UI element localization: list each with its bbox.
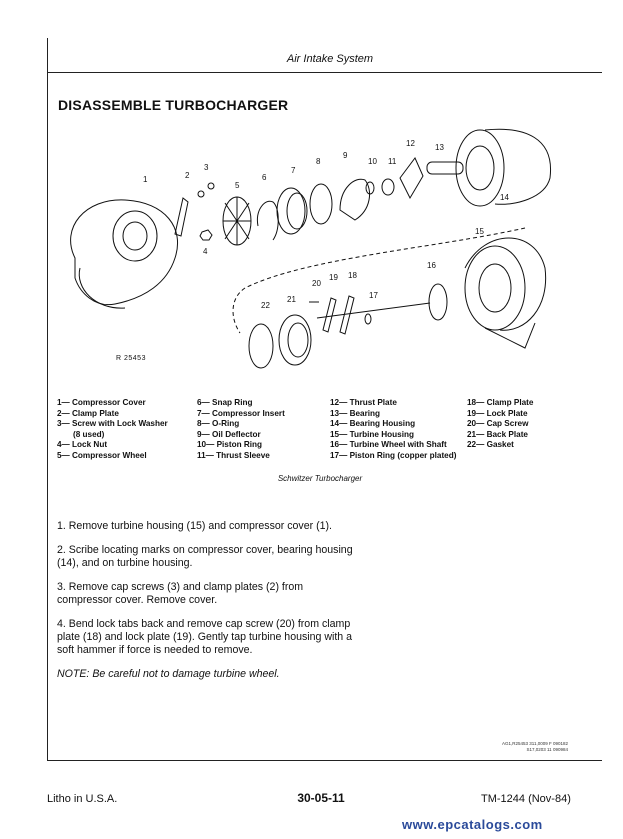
callout-18: 18 (348, 271, 357, 280)
callout-4: 4 (203, 247, 208, 256)
callout-2: 2 (185, 171, 190, 180)
compressor-insert-drawing (277, 188, 307, 234)
caution-note: NOTE: Be careful not to damage turbine wheel. (57, 668, 280, 680)
legend-item: 10— Piston Ring (197, 440, 263, 450)
legend-item: 19— Lock Plate (467, 408, 528, 418)
legend-item: 13— Bearing (330, 408, 381, 418)
footer-litho: Litho in U.S.A. (47, 793, 118, 805)
legend-item: 14— Bearing Housing (330, 419, 416, 429)
legend-item: 2— Clamp Plate (57, 408, 119, 418)
figure-caption: Schwitzer Turbocharger (277, 474, 363, 483)
turbine-housing-drawing (465, 238, 546, 348)
left-margin-rule (47, 38, 48, 760)
legend-column-1 (57, 398, 168, 462)
bearing-drawing (427, 162, 463, 174)
callout-9: 9 (343, 151, 348, 160)
exploded-view-diagram (55, 118, 600, 390)
legend-item: 1— Compressor Cover (57, 398, 146, 407)
legend-item: 5— Compressor Wheel (57, 450, 147, 460)
legend-item: 20— Cap Screw (467, 419, 529, 429)
callout-17: 17 (369, 291, 378, 300)
turbine-wheel-shaft-drawing (317, 284, 447, 320)
page-title: DISASSEMBLE TURBOCHARGER (58, 97, 289, 113)
compressor-wheel-drawing (223, 197, 251, 245)
footer-rule (47, 760, 602, 761)
compressor-cover-drawing (71, 200, 178, 308)
callout-20: 20 (312, 279, 321, 288)
callout-1: 1 (143, 175, 148, 184)
legend-item: 16— Turbine Wheel with Shaft (330, 440, 447, 450)
watermark: www.epcatalogs.com (402, 817, 543, 832)
legend-column-4 (467, 398, 533, 451)
section-header: Air Intake System (286, 53, 374, 65)
copper-piston-ring-drawing (365, 314, 371, 324)
legend-item: (8 used) (73, 429, 105, 439)
header-rule (47, 72, 602, 73)
thrust-sleeve-drawing (382, 179, 394, 195)
figure-id-label: R 25453 (116, 355, 146, 362)
callout-13: 13 (435, 143, 444, 152)
figure-reference-code: AG1,R25453 311,0009 F 090182 S17,0203 11 090984 (502, 741, 568, 752)
o-ring-drawing (310, 184, 332, 224)
callout-12: 12 (406, 139, 415, 148)
step-1: 1. Remove turbine housing (15) and compressor cover (1). (57, 520, 332, 532)
snap-ring-drawing (257, 201, 278, 240)
legend-item: 15— Turbine Housing (330, 429, 415, 439)
callout-10: 10 (368, 157, 377, 166)
legend-item: 9— Oil Deflector (197, 429, 261, 439)
gasket-drawing (249, 324, 273, 368)
legend-item: 18— Clamp Plate (467, 398, 534, 407)
legend-item: 17— Piston Ring (copper plated) (330, 450, 457, 460)
callout-16: 16 (427, 261, 436, 270)
legend-item: 4— Lock Nut (57, 440, 108, 450)
callout-22: 22 (261, 301, 270, 310)
callout-14: 14 (500, 193, 509, 202)
legend-item: 21— Back Plate (467, 429, 528, 439)
step-2: 2. Scribe locating marks on compressor cover, bearing housing (14), and on turbine housing. (57, 544, 353, 569)
legend-column-3 (330, 398, 456, 462)
step-3: 3. Remove cap screws (3) and clamp plates (2) from compressor cover. Remove cover. (57, 581, 304, 606)
callout-21: 21 (287, 295, 296, 304)
procedure-steps (57, 520, 357, 692)
legend-item: 3— Screw with Lock Washer (57, 419, 168, 429)
lock-nut-drawing (200, 230, 212, 240)
callout-8: 8 (316, 157, 321, 166)
lock-plate-drawing (323, 298, 336, 332)
legend-column-2 (197, 398, 285, 462)
callout-19: 19 (329, 273, 338, 282)
callout-7: 7 (291, 166, 296, 175)
legend-item: 6— Snap Ring (197, 398, 253, 407)
callout-15: 15 (475, 227, 484, 236)
legend-item: 12— Thrust Plate (330, 398, 397, 407)
callout-3: 3 (204, 163, 209, 172)
page-number: 30-05-11 (297, 791, 345, 805)
step-4: 4. Bend lock tabs back and remove cap screw (20) from clamp plate (18) and lock plate (19). Gently tap turbine housing with a soft hammer if force is needed to remove. (57, 618, 353, 656)
callout-5: 5 (235, 181, 240, 190)
oil-deflector-drawing (340, 179, 370, 220)
back-plate-drawing (279, 315, 311, 365)
legend-item: 11— Thrust Sleeve (197, 450, 270, 460)
legend-item: 7— Compressor Insert (197, 408, 285, 418)
legend-item: 8— O-Ring (197, 419, 240, 429)
manual-id: TM-1244 (Nov-84) (481, 793, 571, 805)
legend-item: 22— Gasket (467, 440, 514, 450)
thrust-plate-drawing (400, 158, 423, 198)
callout-11: 11 (388, 157, 397, 166)
clamp-plate-drawing (175, 198, 188, 236)
callout-6: 6 (262, 173, 267, 182)
